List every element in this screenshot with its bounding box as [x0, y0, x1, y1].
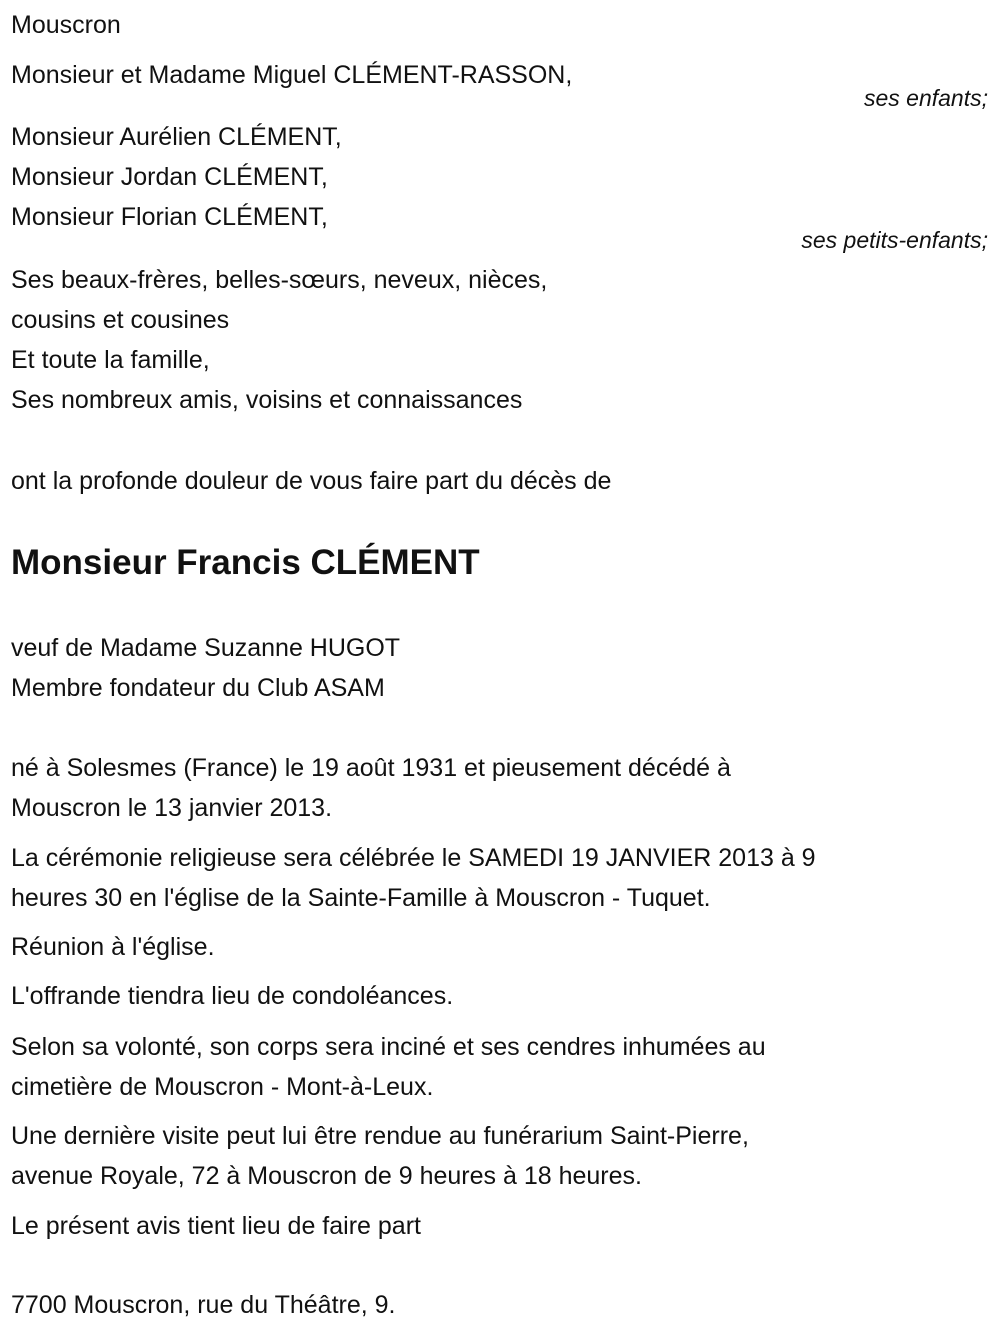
- family-line: cousins et cousines: [11, 306, 230, 334]
- birth-death-line: né à Solesmes (France) le 19 août 1931 et pieusement décédé à: [11, 754, 731, 782]
- address: 7700 Mouscron, rue du Théâtre, 9.: [11, 1291, 396, 1319]
- meeting-line: Réunion à l'église.: [11, 933, 215, 961]
- visit-line: avenue Royale, 72 à Mouscron de 9 heures à 18 heures.: [11, 1162, 642, 1190]
- detail-line: veuf de Madame Suzanne HUGOT: [11, 634, 401, 662]
- family-line: Ses nombreux amis, voisins et connaissances: [11, 386, 523, 414]
- children-line: Monsieur et Madame Miguel CLÉMENT-RASSON,: [11, 61, 573, 89]
- offering-line: L'offrande tiendra lieu de condoléances.: [11, 982, 454, 1010]
- notice-line: Le présent avis tient lieu de faire part: [11, 1212, 421, 1240]
- announcement: ont la profonde douleur de vous faire part du décès de: [11, 467, 612, 495]
- grandchild-line: Monsieur Florian CLÉMENT,: [11, 203, 328, 231]
- ceremony-line: La cérémonie religieuse sera célébrée le SAMEDI 19 JANVIER 2013 à 9: [11, 844, 816, 872]
- deceased-name: Monsieur Francis CLÉMENT: [11, 543, 480, 582]
- grandchild-line: Monsieur Aurélien CLÉMENT,: [11, 123, 342, 151]
- grandchild-line: Monsieur Jordan CLÉMENT,: [11, 163, 328, 191]
- cremation-line: Selon sa volonté, son corps sera inciné et ses cendres inhumées au: [11, 1033, 766, 1061]
- grandchildren-label: ses petits-enfants;: [801, 227, 988, 253]
- cremation-line: cimetière de Mouscron - Mont-à-Leux.: [11, 1073, 434, 1101]
- birth-death-line: Mouscron le 13 janvier 2013.: [11, 794, 333, 822]
- family-line: Et toute la famille,: [11, 346, 210, 374]
- detail-line: Membre fondateur du Club ASAM: [11, 674, 385, 702]
- visit-line: Une dernière visite peut lui être rendue au funérarium Saint-Pierre,: [11, 1122, 749, 1150]
- children-label: ses enfants;: [863, 85, 988, 111]
- family-line: Ses beaux-frères, belles-sœurs, neveux, nièces,: [11, 266, 548, 294]
- ceremony-line: heures 30 en l'église de la Sainte-Famille à Mouscron - Tuquet.: [11, 884, 711, 912]
- city-heading: Mouscron: [11, 11, 121, 39]
